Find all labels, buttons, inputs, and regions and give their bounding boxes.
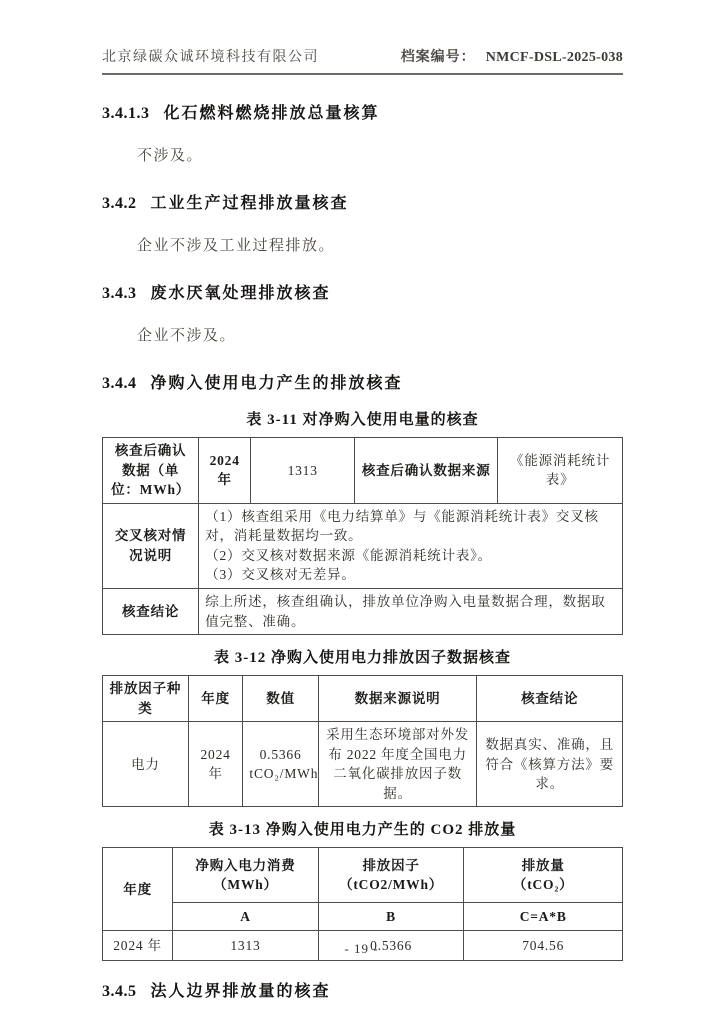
archive-no: NMCF-DSL-2025-038: [485, 50, 623, 65]
table-header-row: [103, 676, 623, 722]
table-cell: 2024 年: [199, 438, 251, 504]
paragraph: 不涉及。: [137, 148, 204, 164]
archive-number: [401, 46, 623, 66]
cross-check-line-1: （1）核查组采用《电力结算单》与《能源消耗统计表》交叉核对，消耗量数据均一致。: [205, 508, 599, 544]
table-cell: 采用生态环境部对外发布 2022 年度全国电力二氧化碳排放因子数据。: [318, 722, 477, 807]
table-cell: A: [173, 903, 319, 931]
header-line-1: 排放量: [521, 857, 565, 873]
table-cell: 综上所述，核查组确认，排放单位净购入电量数据合理，数据取值完整、准确。: [199, 588, 623, 634]
table-cell: 704.56: [464, 931, 623, 961]
heading-3-4-5: [102, 978, 623, 1001]
heading-title: 废水厌氧处理排放核查: [150, 285, 331, 302]
heading-title: 工业生产过程排放量核查: [150, 195, 349, 212]
company-name: 北京绿碳众诚环境科技有限公司: [102, 50, 319, 65]
table-cell: B: [318, 903, 464, 931]
table-row: [103, 588, 623, 634]
table-3-12: [102, 675, 623, 807]
paragraph: 企业不涉及工业过程排放。: [137, 238, 336, 254]
table-header-cell: [464, 848, 623, 903]
table-header-cell: 年度: [103, 848, 173, 931]
page-number: - 19 -: [344, 941, 379, 956]
table-3-13-caption: 表 3-13 净购入使用电力产生的 CO2 排放量: [208, 822, 517, 839]
table-cell: 电力: [103, 722, 189, 807]
table-cell: 《能源消耗统计表》: [498, 438, 623, 504]
table-cell: 核查后确认数据（单位：MWh）: [103, 438, 199, 504]
heading-number: 3.4.4: [102, 375, 137, 392]
table-row: [103, 722, 623, 807]
table-header-cell: 核查结论: [477, 676, 623, 722]
table-cell: 数据真实、准确，且符合《核算方法》要求。: [477, 722, 623, 807]
table-cell: [199, 503, 623, 588]
heading-title: 化石燃料燃烧排放总量核算: [163, 105, 380, 122]
header-line-2: （MWh）: [213, 877, 278, 893]
table-3-12-caption: 表 3-12 净购入使用电力排放因子数据核查: [214, 650, 511, 667]
heading-3-4-4: [102, 370, 623, 393]
heading-3-4-2: [102, 190, 623, 213]
factor-value: 0.5366: [259, 746, 302, 762]
cross-check-line-2: （2）交叉核对数据来源《能源消耗统计表》。: [205, 547, 492, 563]
header-line-1: 排放因子: [362, 857, 420, 873]
table-header-cell: [318, 848, 464, 903]
table-cell: 核查后确认数据来源: [355, 438, 498, 504]
table-cell: [243, 722, 318, 807]
heading-number: 3.4.2: [102, 195, 137, 212]
factor-unit: tCO₂/MWh: [249, 766, 319, 782]
table-cell: 1313: [173, 931, 319, 961]
heading-number: 3.4.1.3: [102, 105, 150, 122]
table-cell: 交叉核对情况说明: [103, 503, 199, 588]
cross-check-line-3: （3）交叉核对无差异。: [205, 567, 356, 583]
heading-title: 净购入使用电力产生的排放核查: [150, 375, 403, 392]
table-row: [103, 503, 623, 588]
table-cell: 2024 年: [188, 722, 243, 807]
table-subheader-row: [103, 903, 623, 931]
table-cell: 0.5366: [318, 931, 464, 961]
table-cell: 2024 年: [103, 931, 173, 961]
page-header: [102, 46, 623, 75]
header-line-1: 净购入电力消费: [195, 857, 296, 873]
header-line-2: （tCO2/MWh）: [339, 877, 444, 893]
table-cell: C=A*B: [464, 903, 623, 931]
table-row: [103, 438, 623, 504]
table-header-cell: 排放因子种类: [103, 676, 189, 722]
table-header-cell: 年度: [188, 676, 243, 722]
table-cell: 1313: [251, 438, 355, 504]
header-line-2: （tCO₂）: [512, 877, 574, 893]
table-header-row: [103, 848, 623, 903]
paragraph: 企业不涉及。: [137, 328, 237, 344]
heading-3-4-3: [102, 280, 623, 303]
table-3-11-caption: 表 3-11 对净购入使用电量的核查: [246, 412, 479, 428]
table-header-cell: [173, 848, 319, 903]
table-header-cell: 数值: [243, 676, 318, 722]
table-header-cell: 数据来源说明: [318, 676, 477, 722]
archive-label: 档案编号：: [400, 50, 476, 65]
table-3-11: [102, 437, 623, 635]
heading-number: 3.4.3: [102, 285, 137, 302]
heading-title: 法人边界排放量的核查: [150, 983, 331, 1001]
heading-number: 3.4.5: [102, 983, 137, 1001]
heading-3-4-1-3: [102, 100, 623, 123]
table-cell: 核查结论: [103, 588, 199, 634]
